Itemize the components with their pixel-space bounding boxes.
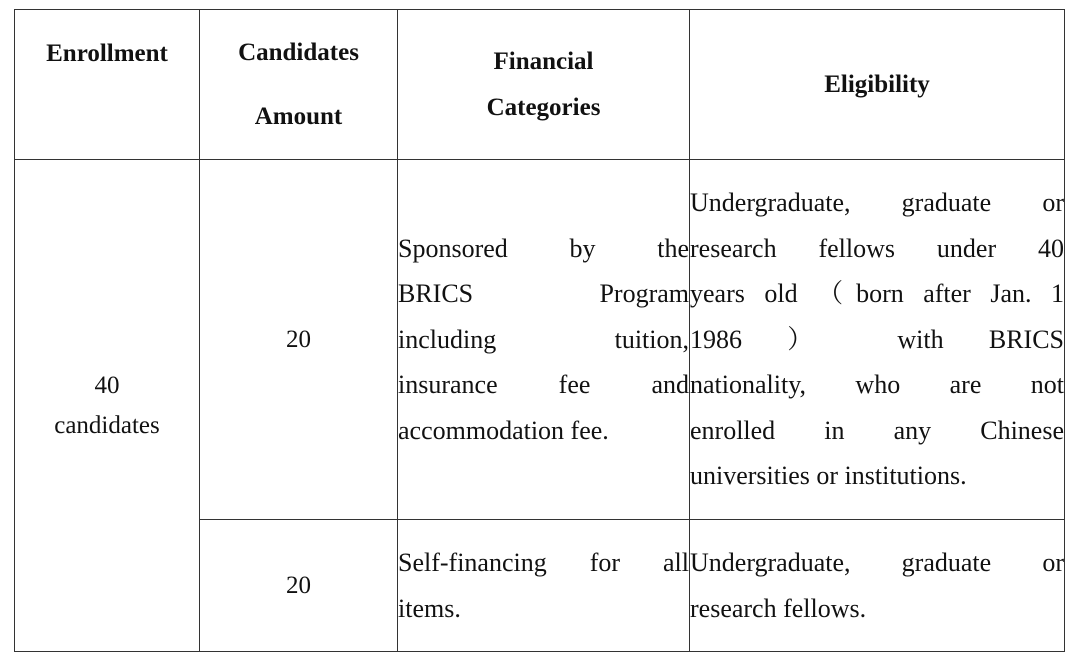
header-financial-categories: Financial Categories [398,10,690,160]
eligibility-cell: Undergraduate, graduate or research fellows. [690,520,1065,652]
header-enrollment: Enrollment [15,10,200,160]
header-eligibility: Eligibility [690,10,1065,160]
eligibility-cell: Undergraduate, graduate or research fellows under 40 years old （born after Jan. 1 1986 ） with BRICS nationality, who are not enrolled in any Chinese universities or institutions. [690,160,1065,520]
header-candidates-amount: Candidates Amount [200,10,398,160]
header-row [15,10,1065,160]
financial-category-cell: Self-financing for all items. [398,520,690,652]
enrollment-table [14,9,1065,652]
amount-cell: 20 [200,520,398,652]
amount-cell: 20 [200,160,398,520]
financial-category-cell: Sponsored by the BRICS Program including tuition, insurance fee and accommodation fee. [398,160,690,520]
enrollment-cell: 40 candidates [15,160,200,652]
table-row [15,160,1065,520]
